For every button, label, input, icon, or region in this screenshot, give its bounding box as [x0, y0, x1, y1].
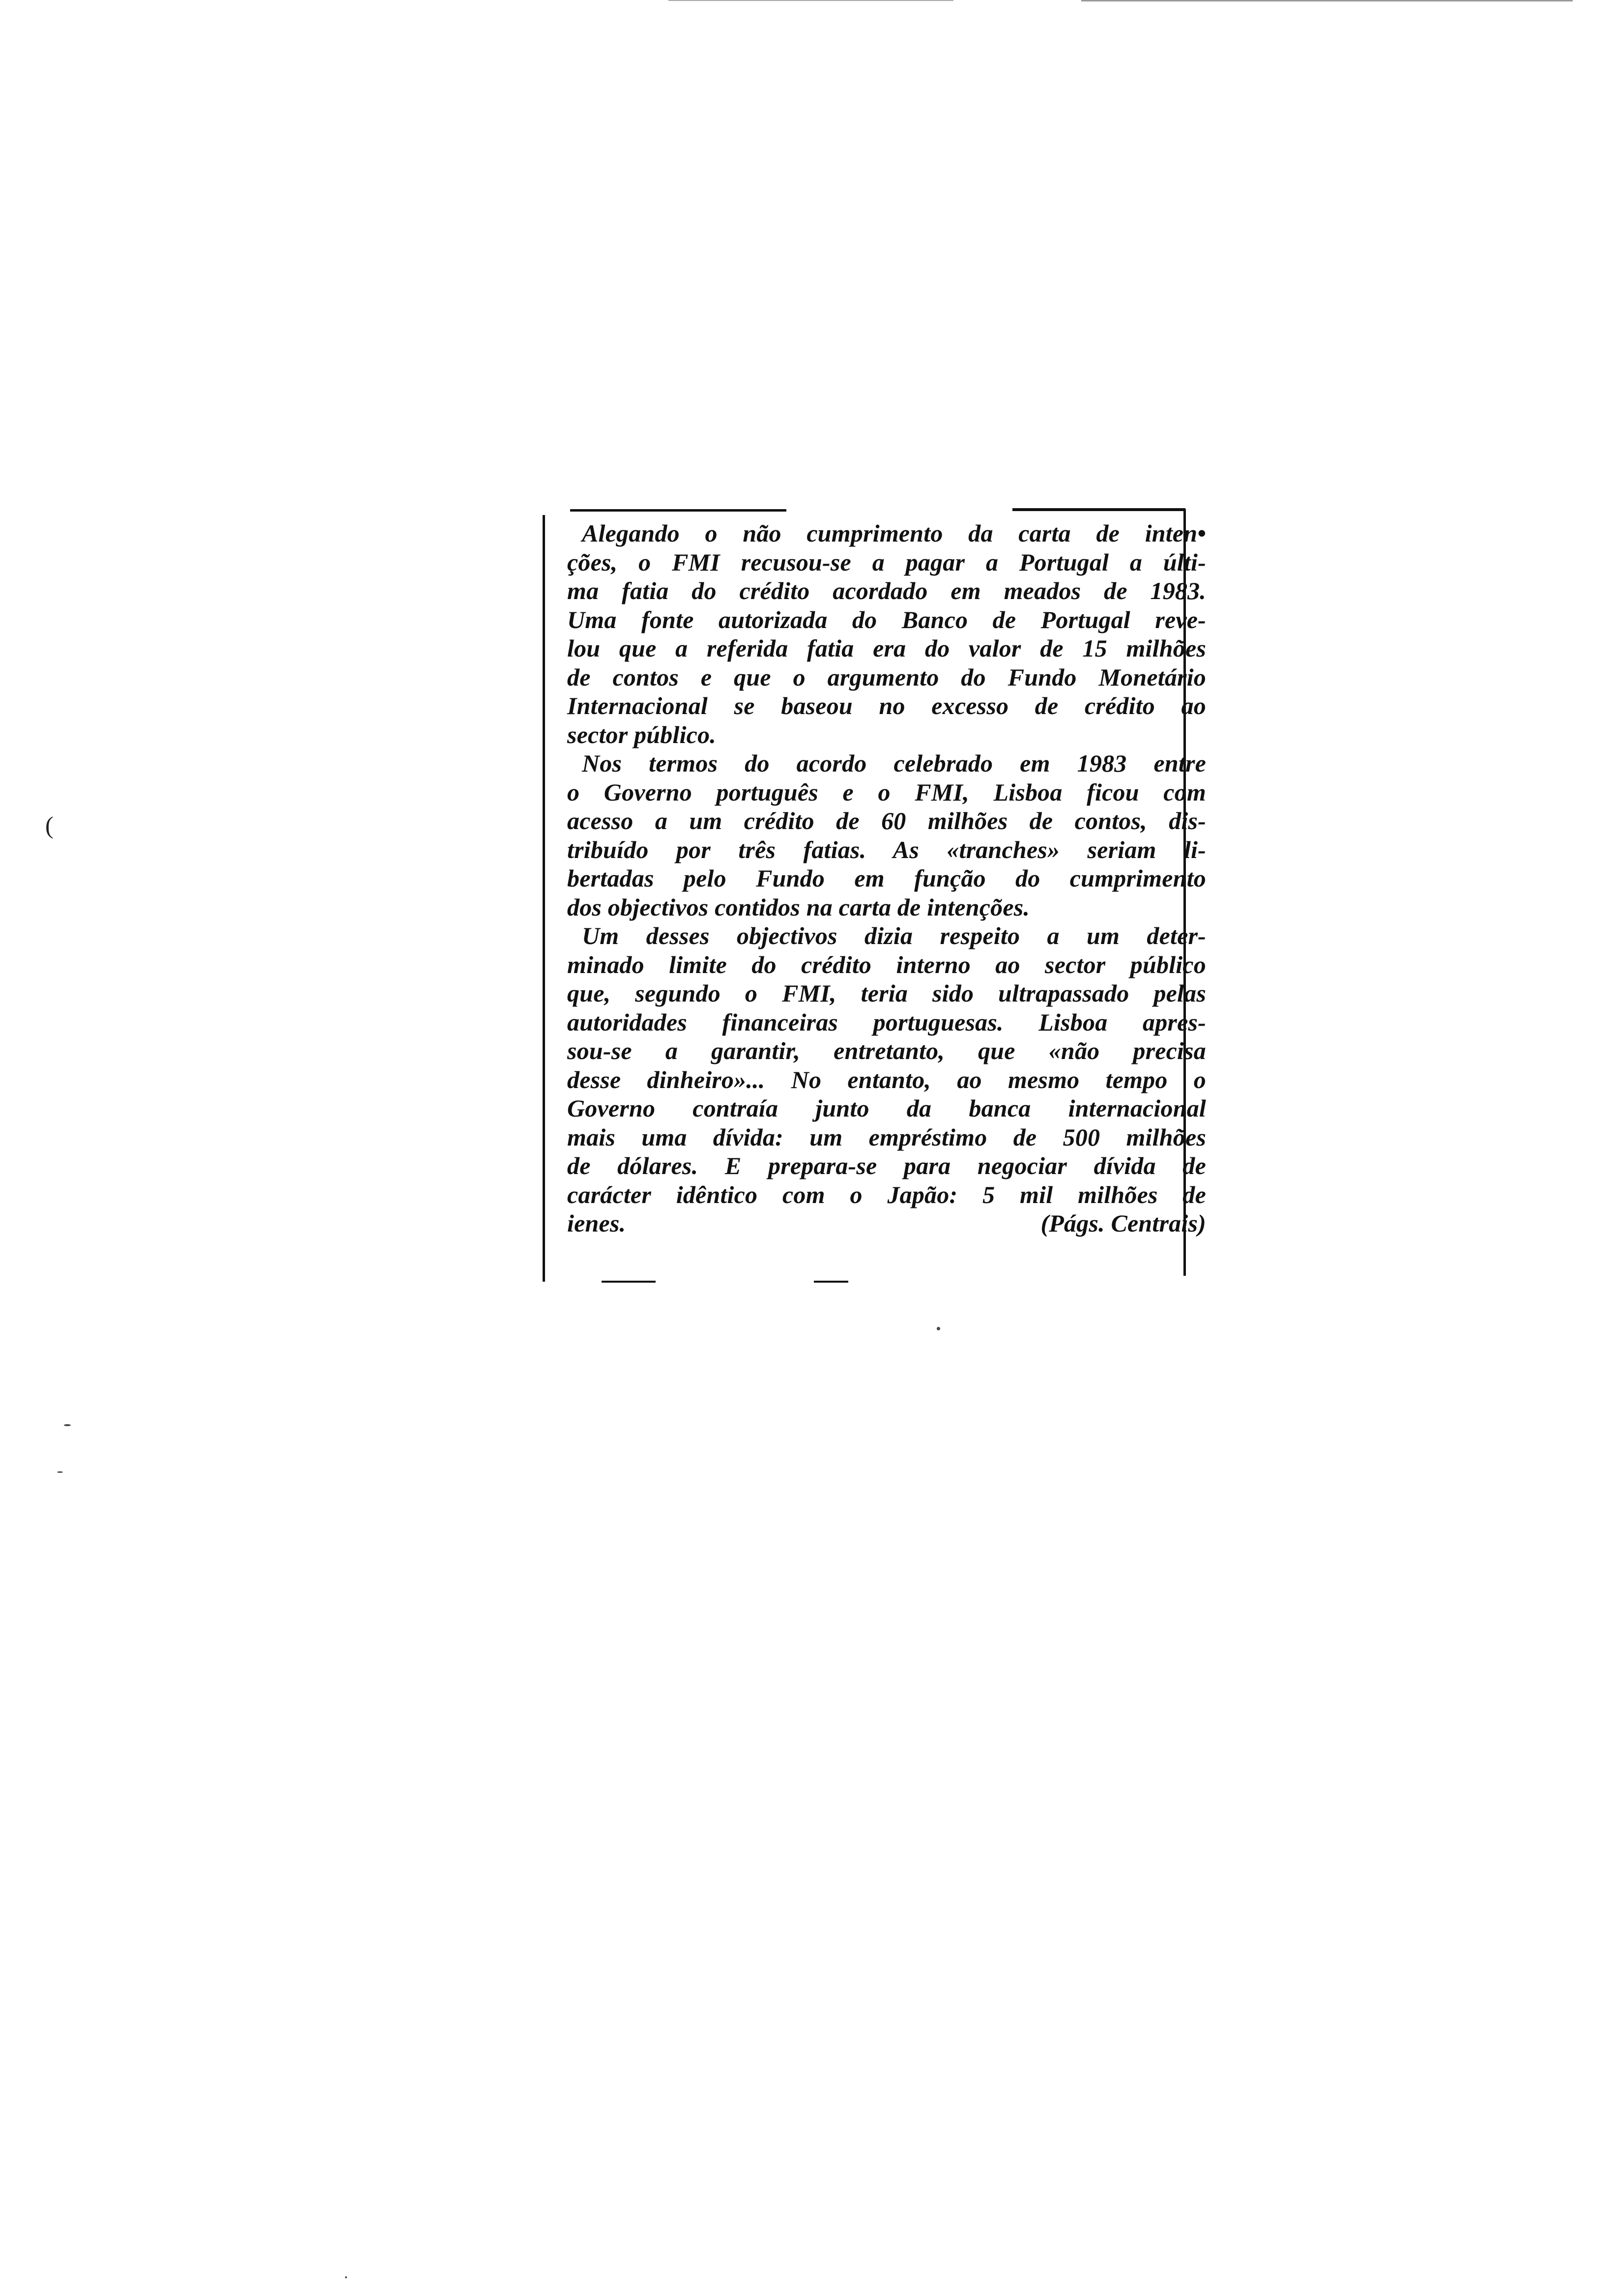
article-line: Governo contraía junto da banca internacional	[567, 1094, 1206, 1122]
article-line: o Governo português e o FMI, Lisboa ficou com	[567, 778, 1206, 806]
article-line: Internacional se baseou no excesso de crédito ao	[567, 692, 1206, 719]
article-line: dos objectivos contidos na carta de intenções.	[567, 893, 1030, 921]
article-line: autoridades financeiras portuguesas. Lisboa apres-	[567, 1008, 1206, 1036]
article-body	[567, 519, 1206, 1238]
scan-speck	[64, 1424, 71, 1426]
bottom-rule-right	[814, 1281, 848, 1283]
article-line: Nos termos do acordo celebrado em 1983 entre	[582, 749, 1206, 777]
article-line: tribuído por três fatias. As «tranches» seriam li-	[567, 835, 1206, 863]
article-line: Alegando o não cumprimento da carta de inten•	[582, 519, 1206, 547]
article-line: lou que a referida fatia era do valor de 15 milhões	[567, 634, 1206, 662]
top-rule-right	[1012, 508, 1185, 511]
page-reference: (Págs. Centrais)	[1040, 1209, 1206, 1237]
scan-edge-line	[1081, 0, 1573, 1]
article-line: Um desses objectivos dizia respeito a um deter-	[582, 922, 1206, 949]
left-column-rule	[543, 515, 545, 1282]
article-line: minado limite do crédito interno ao sector público	[567, 950, 1206, 978]
article-line: sector público.	[567, 720, 716, 748]
article-final-word: ienes.	[567, 1209, 626, 1237]
scan-speck	[345, 2276, 347, 2278]
article-line: carácter idêntico com o Japão: 5 mil milhões de	[567, 1180, 1206, 1208]
article-line: acesso a um crédito de 60 milhões de contos, dis-	[567, 807, 1206, 834]
article-clipping	[543, 501, 1206, 1288]
article-line: sou-se a garantir, entretanto, que «não precisa	[567, 1037, 1206, 1064]
article-line: de dólares. E prepara-se para negociar dívida de	[567, 1152, 1206, 1179]
scan-speck	[937, 1327, 940, 1330]
article-line: ções, o FMI recusou-se a pagar a Portugal a últi-	[567, 548, 1206, 576]
bottom-rule-left	[602, 1281, 656, 1283]
top-rule-left	[570, 509, 786, 512]
article-line: de contos e que o argumento do Fundo Monetário	[567, 663, 1206, 691]
margin-parenthesis-mark: (	[45, 811, 54, 839]
article-line: que, segundo o FMI, teria sido ultrapassado pelas	[567, 979, 1206, 1007]
article-line: mais uma dívida: um empréstimo de 500 milhões	[567, 1123, 1206, 1151]
article-line: desse dinheiro»... No entanto, ao mesmo tempo o	[567, 1065, 1206, 1093]
article-line: ma fatia do crédito acordado em meados de 1983.	[567, 577, 1206, 604]
article-line: Uma fonte autorizada do Banco de Portugal reve-	[567, 605, 1206, 633]
article-final-line	[567, 1209, 1206, 1238]
scan-edge-line	[668, 0, 953, 1]
scan-speck	[57, 1471, 63, 1473]
article-line: bertadas pelo Fundo em função do cumprimento	[567, 864, 1206, 892]
